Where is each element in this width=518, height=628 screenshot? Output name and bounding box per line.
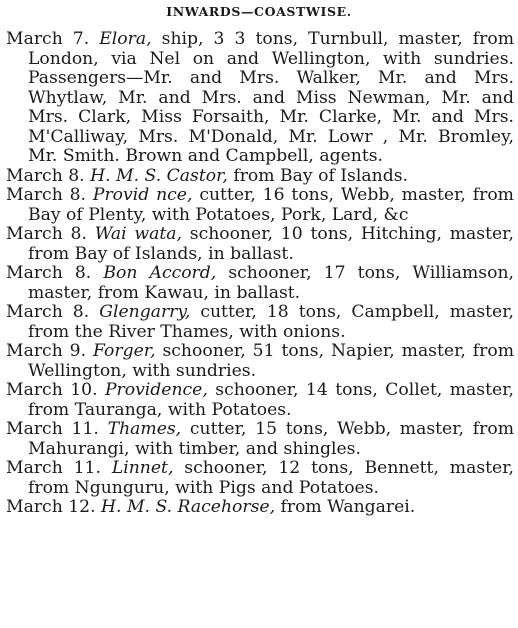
vessel-name: Glengarry, — [99, 302, 191, 322]
entry-date: March 8. — [6, 185, 87, 205]
vessel-name: Thames, — [107, 419, 182, 439]
entry-date: March 11. — [6, 458, 101, 478]
shipping-entry — [6, 303, 514, 342]
shipping-entry — [6, 186, 514, 225]
shipping-entry — [6, 30, 514, 167]
shipping-entry — [6, 264, 514, 303]
entry-details: schooner, 51 tons, Napier, master, from Wellington, with sundries. — [28, 341, 515, 381]
shipping-entry — [6, 381, 514, 420]
entry-date: March 8. — [6, 263, 92, 283]
vessel-name: H. M. S. Racehorse, — [101, 497, 276, 517]
entry-details: cutter, 18 tons, Campbell, master, from the River Thames, with onions. — [28, 302, 515, 342]
shipping-entry — [6, 420, 514, 459]
vessel-name: Linnet, — [111, 458, 174, 478]
section-heading: INWARDS—COASTWISE. — [166, 4, 352, 19]
vessel-name: Wai wata, — [94, 224, 182, 244]
entry-details: cutter, 15 tons, Webb, master, from Mahurangi, with timber, and shingles. — [28, 419, 514, 459]
entry-details: schooner, 17 tons, Williamson, master, from Kawau, in ballast. — [28, 263, 514, 303]
shipping-entry — [6, 498, 514, 518]
entry-date: March 8. — [6, 302, 90, 322]
vessel-name: Provid nce, — [92, 185, 193, 205]
entry-date: March 12. — [6, 497, 96, 517]
shipping-entry — [6, 342, 514, 381]
shipping-entry — [6, 459, 514, 498]
entry-date: March 11. — [6, 419, 99, 439]
entry-date: March 7. — [6, 29, 90, 49]
entry-date: March 10. — [6, 380, 98, 400]
vessel-name: Elora, — [99, 29, 152, 49]
entry-details: from Bay of Islands. — [233, 165, 408, 186]
vessel-name: Bon Accord, — [103, 263, 217, 283]
entry-date: March 8. — [6, 165, 85, 186]
entry-date: March 9. — [6, 341, 87, 361]
shipping-entries — [6, 30, 514, 518]
entry-details: ship, 3 3 tons, Turnbull, master, from London, via Nel on and Wellington, with sundries. Passengers—Mr. and Mrs. Walker, Mr. and Mrs. Whytlaw, Mr. and Mrs. and Miss Newman, Mr. and Mrs. Clark, Miss Forsaith, Mr. Clarke, Mr. and Mrs. M'Calliway, Mrs. M'Donald, Mr. Lowr , Mr. Bromley, Mr. Smith. Brown and Campbell, agents. — [28, 29, 514, 166]
entry-details: schooner, 12 tons, Bennett, master, from Ngunguru, with Pigs and Potatoes. — [28, 458, 515, 498]
entry-details: schooner, 14 tons, Collet, master, from Tauranga, with Potatoes. — [28, 380, 514, 420]
entry-details: schooner, 10 tons, Hitching, master, from Bay of Islands, in ballast. — [28, 224, 514, 264]
entry-details: from Wangarei. — [280, 497, 416, 517]
entry-details: cutter, 16 tons, Webb, master, from Bay of Plenty, with Potatoes, Pork, Lard, &c — [28, 185, 514, 225]
vessel-name: Providence, — [104, 380, 208, 400]
shipping-entry — [6, 225, 514, 264]
shipping-entry — [6, 167, 514, 187]
entry-date: March 8. — [6, 224, 87, 244]
vessel-name: Forger, — [93, 341, 156, 361]
vessel-name: H. M. S. Castor, — [90, 165, 228, 186]
